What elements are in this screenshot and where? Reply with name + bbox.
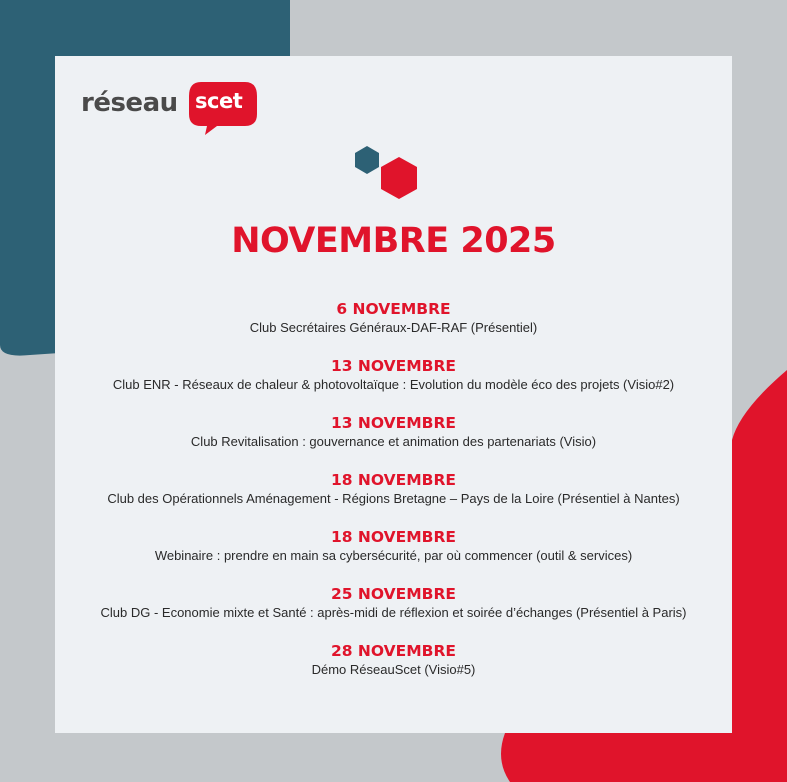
event-date: 28 NOVEMBRE xyxy=(330,642,457,660)
logo-badge-text: scet xyxy=(195,89,243,113)
event-date: 18 NOVEMBRE xyxy=(330,471,457,489)
hexagons-icon xyxy=(352,144,437,224)
list-item xyxy=(55,299,732,356)
event-description: Webinaire : prendre en main sa cybersécurité, par où commencer (outil & services) xyxy=(154,548,633,563)
list-item xyxy=(55,641,732,698)
list-item xyxy=(55,584,732,641)
logo-word: réseau xyxy=(81,88,178,118)
list-item xyxy=(55,470,732,527)
event-description: Démo RéseauScet (Visio#5) xyxy=(311,662,476,677)
event-date: 18 NOVEMBRE xyxy=(330,528,457,546)
event-description: Club des Opérationnels Aménagement - Régions Bretagne – Pays de la Loire (Présentiel à Nantes) xyxy=(107,491,680,506)
event-description: Club Secrétaires Généraux-DAF-RAF (Présentiel) xyxy=(249,320,538,335)
list-item xyxy=(55,413,732,470)
page-title: NOVEMBRE 2025 xyxy=(231,221,556,261)
event-description: Club DG - Economie mixte et Santé : après-midi de réflexion et soirée d’échanges (Présentiel à Paris) xyxy=(100,605,687,620)
event-description: Club ENR - Réseaux de chaleur & photovoltaïque : Evolution du modèle éco des projets (Visio#2) xyxy=(112,377,675,392)
event-date: 25 NOVEMBRE xyxy=(330,585,457,603)
event-description: Club Revitalisation : gouvernance et animation des partenariats (Visio) xyxy=(190,434,597,449)
event-list xyxy=(55,299,732,698)
event-date: 13 NOVEMBRE xyxy=(330,357,457,375)
event-date: 6 NOVEMBRE xyxy=(336,300,451,318)
event-card xyxy=(55,56,732,733)
list-item xyxy=(55,527,732,584)
event-date: 13 NOVEMBRE xyxy=(330,414,457,432)
list-item xyxy=(55,356,732,413)
